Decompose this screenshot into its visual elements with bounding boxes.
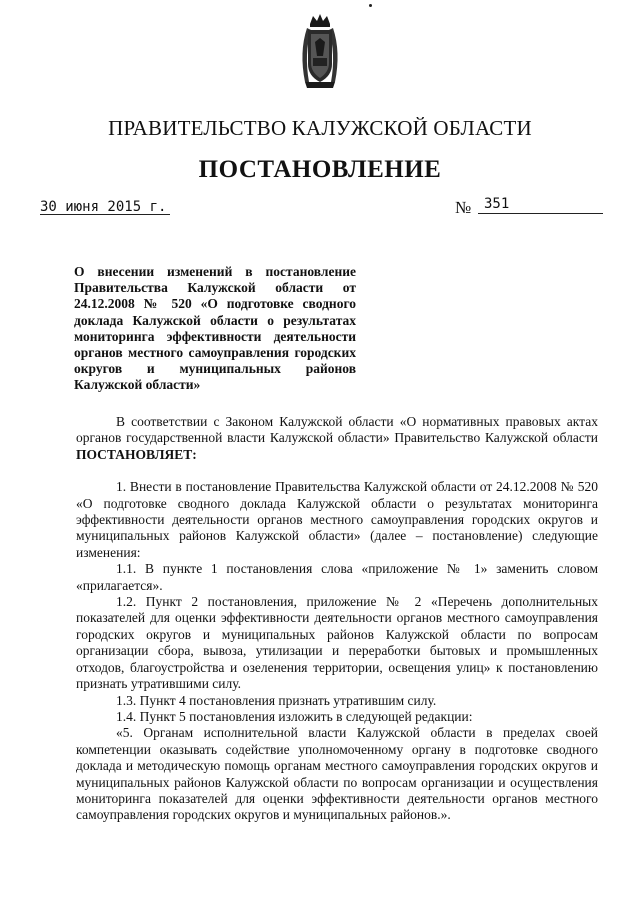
- number-underline: [478, 213, 603, 214]
- paragraph-1-3: 1.3. Пункт 4 постановления признать утратившим силу.: [116, 692, 437, 708]
- number-label: №: [455, 198, 472, 217]
- government-name: ПРАВИТЕЛЬСТВО КАЛУЖСКОЙ ОБЛАСТИ: [108, 116, 532, 140]
- paragraph-5-quote: «5. Органам исполнительной власти Калужской области в пределах своей компетенции оказывать содействие уполномоченному органу в подготовке сводного доклада и методическую помощь органам местного самоуправления городских округов и муниципальных районов Калужской области по вопросам организации и осуществления мониторинга показателей для оценки эффективности деятельности органов местного самоуправления городских округов и муниципальных районов.».: [76, 725, 598, 823]
- preamble-text: В соответствии с Законом Калужской области «О нормативных правовых актах органов государственной власти Калужской области» Правительство Калужской области: [76, 414, 598, 446]
- document-type-title: ПОСТАНОВЛЕНИЕ: [198, 156, 442, 183]
- document-date: 30 июня 2015 г.: [40, 199, 167, 215]
- paragraph-1-4: 1.4. Пункт 5 постановления изложить в следующей редакции:: [116, 708, 473, 724]
- paragraph-1-1: 1.1. В пункте 1 постановления слова «приложение № 1» заменить словом «прилагается».: [76, 561, 598, 593]
- resolves-keyword: ПОСТАНОВЛЯЕТ:: [76, 446, 197, 462]
- date-underline: [40, 214, 170, 215]
- document-number: 351: [484, 196, 510, 212]
- paragraph-1: 1. Внести в постановление Правительства Калужской области от 24.12.2008 № 520 «О подготовке сводного доклада Калужской области о результатах мониторинга эффективности деятельности органов местного самоуправления городских округов и муниципальных районов Калужской области» (далее – постановление) следующие изменения:: [76, 479, 598, 560]
- document-body: [76, 414, 598, 824]
- kaluga-coat-of-arms-icon: [293, 12, 347, 92]
- preamble-paragraph: [76, 414, 598, 463]
- scan-speck: [369, 4, 372, 7]
- paragraph-1-2: 1.2. Пункт 2 постановления, приложение № 2 «Перечень дополнительных показателей для оценки эффективности деятельности органов местного самоуправления городских округов и муниципальных районов Калужской области по вопросам организации сбора, вывоза, утилизации и переработки бытовых и промышленных отходов, благоустройства и озеленения территории, освещения улиц» к постановлению признать утратившими силу.: [76, 594, 598, 692]
- document-subject: О внесении изменений в постановление Правительства Калужской области от 24.12.2008 № 520 «О подготовке сводного доклада Калужской области о результатах мониторинга эффективности деятельности органов местного самоуправления городских округов и муниципальных районов Калужской области»: [74, 264, 356, 393]
